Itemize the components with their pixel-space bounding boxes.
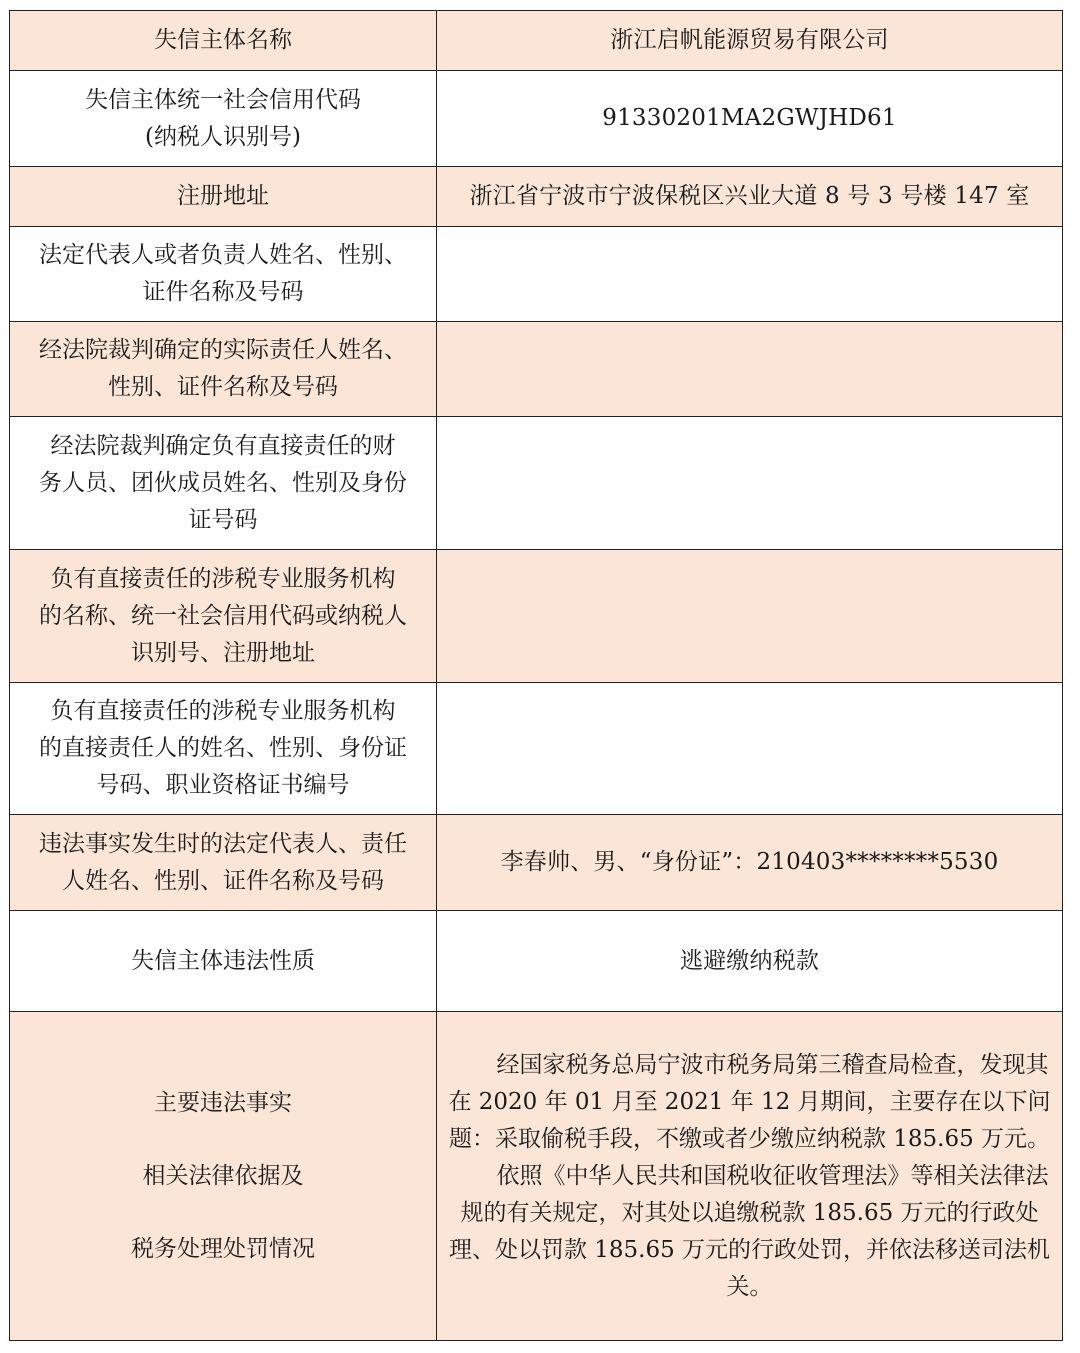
table-row xyxy=(10,322,1063,417)
table-row xyxy=(10,911,1063,1012)
field-label xyxy=(10,550,437,683)
field-label-line: 务人员、团伙成员姓名、性别及身份 xyxy=(39,469,407,496)
field-label-line: 失信主体统一社会信用代码 xyxy=(85,86,361,113)
field-label-line: 法定代表人或者负责人姓名、性别、 xyxy=(39,242,407,268)
field-value xyxy=(437,227,1063,322)
field-label-line: 经法院裁判确定负有直接责任的财 xyxy=(50,432,396,459)
facts-label-line: 税务处理处罚情况 xyxy=(131,1235,315,1262)
field-label xyxy=(10,71,437,167)
field-label xyxy=(10,322,437,417)
field-label-line: 识别号、注册地址 xyxy=(131,639,315,666)
table-row xyxy=(10,167,1063,227)
field-value xyxy=(437,417,1063,550)
field-label-line: 失信主体名称 xyxy=(154,27,292,53)
table-row xyxy=(10,417,1063,550)
field-label xyxy=(10,683,437,815)
field-label xyxy=(10,911,437,1012)
field-label-line: (纳税人识别号) xyxy=(145,123,301,150)
table-row xyxy=(10,683,1063,815)
field-value xyxy=(437,550,1063,683)
field-value xyxy=(437,322,1063,417)
field-label-line: 的直接责任人的姓名、性别、身份证 xyxy=(39,735,407,761)
field-value: 浙江启帆能源贸易有限公司 xyxy=(437,11,1063,71)
dishonest-entity-table xyxy=(9,10,1063,1341)
facts-row xyxy=(10,1012,1063,1341)
field-value xyxy=(437,683,1063,815)
field-label-line: 人姓名、性别、证件名称及号码 xyxy=(62,867,384,894)
field-label xyxy=(10,227,437,322)
facts-label xyxy=(10,1012,437,1341)
field-value: 浙江省宁波市宁波保税区兴业大道 8 号 3 号楼 147 室 xyxy=(437,167,1063,227)
table-row xyxy=(10,11,1063,71)
field-value: 逃避缴纳税款 xyxy=(437,911,1063,1012)
facts-paragraph: 经国家税务总局宁波市税务局第三稽查局检查，发现其在 2020 年 01 月至 2021 年 12 月期间，主要存在以下问题：采取偷税手段，不缴或者少缴应纳税款 185.65 万元。 xyxy=(448,1051,1051,1152)
field-label-line: 证号码 xyxy=(188,506,258,533)
table-body xyxy=(10,11,1063,1341)
field-label-line: 失信主体违法性质 xyxy=(131,947,315,974)
field-label-line: 性别、证件名称及号码 xyxy=(108,374,338,400)
field-label-line: 的名称、统一社会信用代码或纳税人 xyxy=(39,602,407,629)
field-value: 91330201MA2GWJHD61 xyxy=(437,71,1063,167)
field-label-line: 负有直接责任的涉税专业服务机构 xyxy=(50,565,396,592)
field-label xyxy=(10,417,437,550)
field-label-line: 证件名称及号码 xyxy=(142,279,304,305)
table-row xyxy=(10,550,1063,683)
facts-label-line: 主要违法事实 xyxy=(154,1089,292,1116)
facts-value xyxy=(437,1012,1063,1341)
table-row xyxy=(10,815,1063,911)
field-label-line: 号码、职业资格证书编号 xyxy=(96,772,350,798)
field-label-line: 违法事实发生时的法定代表人、责任 xyxy=(39,830,407,857)
field-label xyxy=(10,167,437,227)
field-value: 李春帅、男、“身份证”：210403********5530 xyxy=(437,815,1063,911)
facts-label-line: 相关法律依据及 xyxy=(142,1162,304,1189)
table-row xyxy=(10,227,1063,322)
field-label xyxy=(10,815,437,911)
facts-paragraph: 依照《中华人民共和国税收征收管理法》等相关法律法规的有关规定，对其处以追缴税款 185.65 万元的行政处理、处以罚款 185.65 万元的行政处罚，并依法移送司法机关。 xyxy=(448,1162,1051,1300)
field-label-line: 经法院裁判确定的实际责任人姓名、 xyxy=(39,337,407,363)
table-row xyxy=(10,71,1063,167)
field-label-line: 注册地址 xyxy=(177,183,269,209)
field-label-line: 负有直接责任的涉税专业服务机构 xyxy=(50,698,396,724)
field-label xyxy=(10,11,437,71)
